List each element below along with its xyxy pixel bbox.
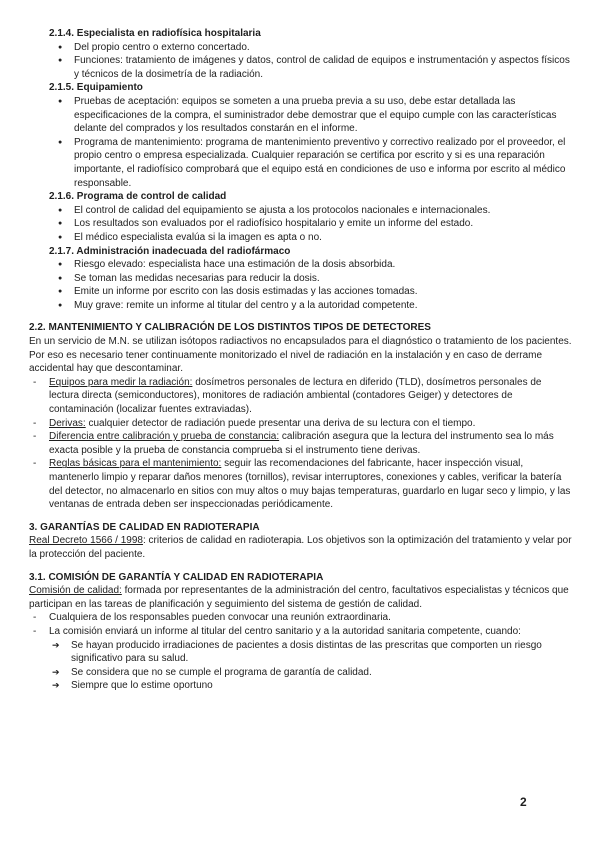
list-item: ● Pruebas de aceptación: equipos se someten a una prueba previa a su uso, debe estar detallada las especificaciones de la compra, el suministrador debe demostrar que el equipo cumple con las características delante del comprados y los resultados constarán en el informe. (74, 95, 572, 136)
bullet-list-2-1-6 (29, 204, 572, 245)
decree-text: : criterios de calidad en radioterapia. Los objetivos son la optimización del tratamiento y velar por la protección del paciente. (29, 535, 572, 560)
item-term: Comisión de calidad: (29, 585, 122, 597)
arrow-list-3-1 (29, 639, 572, 693)
list-item: ● El control de calidad del equipamiento se ajusta a los protocolos nacionales e internacionales. (74, 204, 572, 218)
item-term: Reglas básicas para el mantenimiento: (49, 458, 222, 470)
section-intro-3 (29, 534, 572, 561)
item-text: formada por representantes de la administración del centro, facultativos especialistas y técnicos que participan en las tareas de planificación y seguimiento del sistema de gestión de calidad. (29, 585, 569, 610)
section-heading-3: 3. GARANTÍAS DE CALIDAD EN RADIOTERAPIA (29, 521, 260, 533)
section-heading-2-1-6: 2.1.6. Programa de control de calidad (49, 191, 227, 203)
section-intro-3-1 (29, 584, 572, 611)
list-item: ● El médico especialista evalúa si la imagen es apta o no. (74, 231, 572, 245)
list-item: ● Riesgo elevado: especialista hace una estimación de la dosis absorbida. (74, 258, 572, 272)
list-item: ● Los resultados son evaluados por el radiofísico hospitalario y emite un informe del estado. (74, 217, 572, 231)
arrow-item: ➔ Siempre que lo estime oportuno (71, 679, 572, 693)
page-number: 2 (520, 795, 527, 809)
section-heading-2-1-5: 2.1.5. Equipamiento (49, 82, 143, 94)
dash-list-2-2 (29, 376, 572, 512)
section-heading-2-2: 2.2. MANTENIMIENTO Y CALIBRACIÓN DE LOS DISTINTOS TIPOS DE DETECTORES (29, 322, 431, 334)
list-item (49, 376, 572, 417)
bullet-list-2-1-7 (29, 258, 572, 312)
bullet-list-2-1-5 (29, 95, 572, 190)
list-item: - Cualquiera de los responsables pueden convocar una reunión extraordinaria. (49, 611, 572, 625)
item-text: seguir las recomendaciones del fabricante, hacer inspección visual, mantenerlo limpio y reparar daños menores (tornillos), revisar interruptores, conexiones y cables, verificar la batería del detector, no almacenarlo en sitios con muy altos o muy bajas temperaturas, guardarlo en lugar seco y limpio, y las ventanas de entrada deben ser inspeccionadas periódicamente. (49, 458, 571, 511)
section-heading-2-1-4: 2.1.4. Especialista en radiofísica hospitalaria (49, 28, 261, 39)
list-item: ● Programa de mantenimiento: programa de mantenimiento preventivo y correctivo realizado por el proveedor, el propio centro o empresa especializada. Cualquier reparación se certifica por escrito y si es una reparación importante, el radiofísico comprobará que el equipo está en condiciones de uso e informa por escrito al médico responsable. (74, 136, 572, 190)
list-item: ● Del propio centro o externo concertado. (74, 41, 572, 55)
list-item (49, 457, 572, 511)
section-intro-2-2: En un servicio de M.N. se utilizan isótopos radiactivos no encapsulados para el diagnóstico o tratamiento de los pacientes. Por eso es necesario tener continuamente monitorizado el nivel de radiación en la instalación y en caso de derrame accidental hay que descontaminar. (29, 336, 572, 375)
section-heading-3-1: 3.1. COMISIÓN DE GARANTÍA Y CALIDAD EN RADIOTERAPIA (29, 571, 324, 583)
section-heading-2-1-7: 2.1.7. Administración inadecuada del radiofármaco (49, 245, 291, 257)
list-item (49, 417, 572, 431)
bullet-list-2-1-4 (29, 41, 572, 82)
item-term: Equipos para medir la radiación: (49, 376, 193, 388)
list-item (49, 430, 572, 457)
arrow-item: ➔ Se considera que no se cumple el programa de garantía de calidad. (71, 666, 572, 680)
page-content (29, 27, 572, 693)
decree-reference: Real Decreto 1566 / 1998 (29, 535, 143, 547)
list-item: - La comisión enviará un informe al titular del centro sanitario y a la autoridad sanitaria competente, cuando: (49, 625, 572, 639)
list-item: ● Funciones: tratamiento de imágenes y datos, control de calidad de equipos e instrumentación y aspectos físicos y técnicos de la dosimetría de la radiación. (74, 54, 572, 81)
item-text: dosímetros personales de lectura en diferido (TLD), dosímetros personales de lectura directa (semiconductores), monitores de radiación ambiental (contadores Geiger) y detectores de contaminación (localizar fuentes extraviadas). (49, 376, 542, 416)
list-item: ● Se toman las medidas necesarias para reducir la dosis. (74, 272, 572, 286)
item-term: Derivas: (49, 417, 86, 429)
list-item: ● Muy grave: remite un informe al titular del centro y a la autoridad competente. (74, 299, 572, 313)
dash-list-3-1 (29, 611, 572, 638)
item-text: cualquier detector de radiación puede presentar una deriva de su lectura con el tiempo. (85, 417, 476, 429)
item-term: Diferencia entre calibración y prueba de constancia: (49, 431, 280, 443)
list-item: ● Emite un informe por escrito con las dosis estimadas y las acciones tomadas. (74, 285, 572, 299)
arrow-item: ➔ Se hayan producido irradiaciones de pacientes a dosis distintas de las prescritas que comporten un riesgo significativo para su salud. (71, 639, 572, 666)
item-text: calibración asegura que la lectura del instrumento sea lo más exacta posible y la prueba de constancia comprueba si el instrumento tiene derivas. (49, 431, 554, 456)
